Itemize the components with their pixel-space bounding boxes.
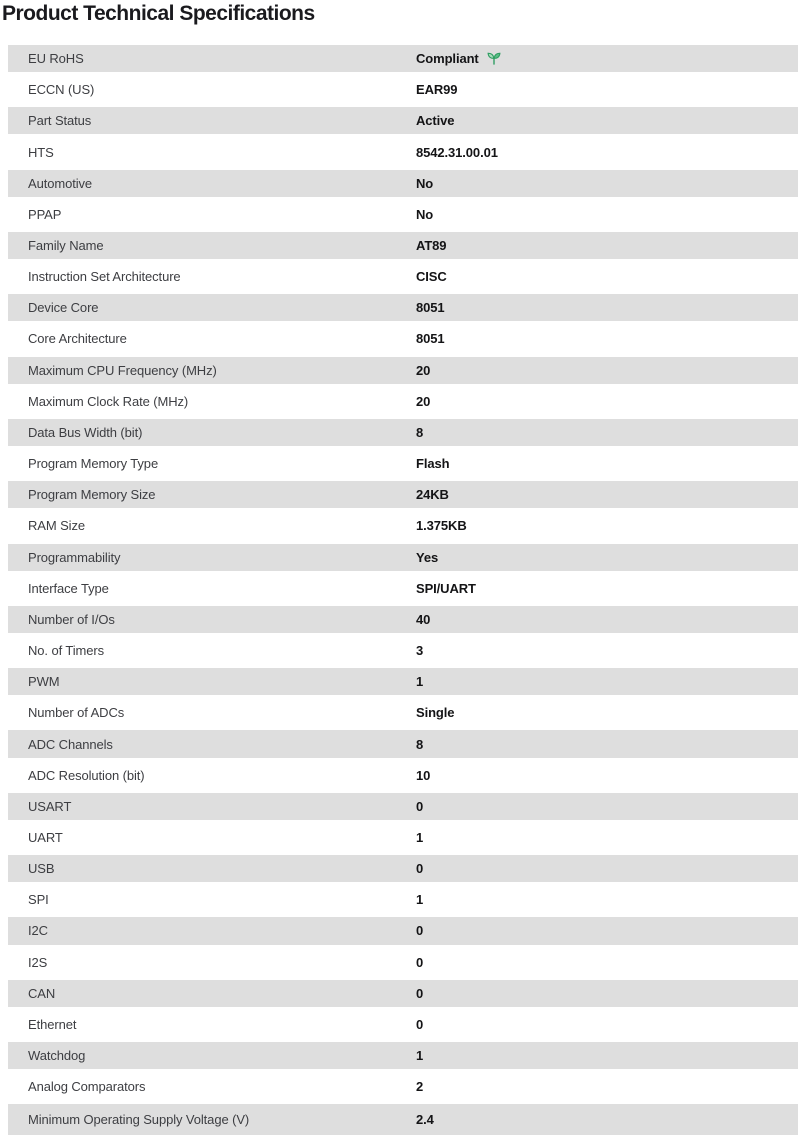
- spec-label: Family Name: [28, 238, 104, 254]
- spec-value: [416, 830, 423, 845]
- spec-value: [416, 176, 433, 191]
- spec-label: Core Architecture: [28, 331, 127, 347]
- spec-value-text: 1: [416, 674, 424, 690]
- spec-row: [8, 107, 798, 138]
- spec-row: [8, 544, 798, 575]
- spec-value-text: 1: [416, 829, 424, 845]
- spec-row: [8, 76, 798, 107]
- spec-value: [416, 550, 438, 565]
- spec-value: [416, 768, 430, 783]
- spec-value: [416, 331, 445, 346]
- spec-value: [416, 82, 457, 97]
- spec-label: USB: [28, 861, 55, 877]
- spec-value: [416, 425, 423, 440]
- spec-value-text: 0: [416, 861, 424, 877]
- spec-label: Program Memory Size: [28, 487, 156, 503]
- spec-row: [8, 1042, 798, 1073]
- spec-label: Automotive: [28, 175, 93, 191]
- spec-row: [8, 232, 798, 263]
- spec-value: [416, 1017, 423, 1032]
- page-header: [0, 0, 798, 45]
- spec-value: [416, 113, 454, 128]
- spec-row: [8, 357, 798, 388]
- spec-value: [416, 207, 433, 222]
- rohs-compliant-leaf-icon[interactable]: [486, 51, 502, 66]
- spec-row: [8, 637, 798, 668]
- spec-value-text: No: [416, 206, 434, 222]
- spec-label: UART: [28, 829, 63, 845]
- spec-value-text: 1.375KB: [416, 518, 467, 534]
- spec-value-text: Flash: [416, 456, 450, 472]
- spec-row: [8, 450, 798, 481]
- spec-label: Maximum CPU Frequency (MHz): [28, 362, 217, 378]
- spec-row: [8, 855, 798, 886]
- spec-label: EU RoHS: [28, 51, 84, 67]
- spec-row: [8, 481, 798, 512]
- spec-value-text: Compliant: [416, 51, 479, 67]
- spec-label: Part Status: [28, 113, 92, 129]
- spec-row: [8, 138, 798, 169]
- spec-row: [8, 730, 798, 761]
- spec-row: [8, 762, 798, 793]
- spec-label: Minimum Operating Supply Voltage (V): [28, 1112, 250, 1128]
- spec-value-text: 8: [416, 424, 424, 440]
- spec-value: [416, 955, 423, 970]
- spec-value: [416, 487, 449, 502]
- spec-label: HTS: [28, 144, 54, 160]
- spec-value: [416, 581, 476, 596]
- spec-row: [8, 1104, 798, 1135]
- spec-label: ADC Channels: [28, 736, 113, 752]
- spec-label: Interface Type: [28, 580, 109, 596]
- spec-label: SPI: [28, 892, 49, 908]
- spec-value-text: Yes: [416, 549, 439, 565]
- spec-label: I2C: [28, 923, 48, 939]
- spec-value-text: 8542.31.00.01: [416, 144, 498, 160]
- spec-row: [8, 294, 798, 325]
- spec-value-text: EAR99: [416, 82, 458, 98]
- spec-value-text: No: [416, 175, 434, 191]
- spec-label: Watchdog: [28, 1048, 86, 1064]
- spec-value-text: 20: [416, 362, 431, 378]
- spec-value-text: CISC: [416, 269, 447, 285]
- spec-row: [8, 575, 798, 606]
- spec-value: [416, 269, 447, 284]
- spec-value: [416, 861, 423, 876]
- spec-label: ECCN (US): [28, 82, 95, 98]
- spec-value: [416, 1079, 423, 1094]
- spec-label: Maximum Clock Rate (MHz): [28, 393, 189, 409]
- spec-value: [416, 363, 430, 378]
- spec-row: [8, 1073, 798, 1104]
- spec-value: [416, 518, 467, 533]
- spec-value: [416, 238, 446, 253]
- spec-value: [416, 300, 445, 315]
- spec-row: [8, 419, 798, 450]
- spec-label: RAM Size: [28, 518, 85, 534]
- spec-value-text: Single: [416, 705, 455, 721]
- spec-value-text: AT89: [416, 238, 447, 254]
- spec-value: [416, 643, 423, 658]
- spec-label: Instruction Set Architecture: [28, 269, 181, 285]
- spec-value: [416, 923, 423, 938]
- spec-label: Data Bus Width (bit): [28, 424, 143, 440]
- spec-value: [416, 394, 430, 409]
- spec-value: [416, 892, 423, 907]
- spec-value-text: 8051: [416, 331, 445, 347]
- spec-label: PWM: [28, 674, 60, 690]
- spec-row: [8, 886, 798, 917]
- spec-value-text: 20: [416, 393, 431, 409]
- spec-row: [8, 980, 798, 1011]
- spec-value-text: 3: [416, 643, 424, 659]
- spec-row: [8, 1011, 798, 1042]
- spec-value-text: 10: [416, 767, 431, 783]
- spec-row: [8, 170, 798, 201]
- spec-value: [416, 1048, 423, 1063]
- spec-label: Program Memory Type: [28, 456, 159, 472]
- spec-value-text: 2.4: [416, 1112, 434, 1128]
- spec-row: [8, 699, 798, 730]
- spec-row: [8, 793, 798, 824]
- spec-value-text: 1: [416, 1048, 424, 1064]
- spec-value-text: 2: [416, 1079, 424, 1095]
- spec-value-text: Active: [416, 113, 455, 129]
- spec-label: Programmability: [28, 549, 121, 565]
- spec-label: Analog Comparators: [28, 1079, 146, 1095]
- spec-label: ADC Resolution (bit): [28, 767, 145, 783]
- spec-label: Ethernet: [28, 1016, 77, 1032]
- spec-label: Number of I/Os: [28, 611, 115, 627]
- spec-value-text: 0: [416, 798, 424, 814]
- spec-value-text: 0: [416, 1016, 424, 1032]
- spec-row: [8, 917, 798, 948]
- spec-value: [416, 51, 502, 66]
- spec-value: [416, 799, 423, 814]
- spec-value-text: SPI/UART: [416, 580, 476, 596]
- spec-value: [416, 1112, 434, 1127]
- spec-value-text: 8051: [416, 300, 445, 316]
- spec-row: [8, 388, 798, 419]
- spec-label: Device Core: [28, 300, 99, 316]
- spec-label: PPAP: [28, 206, 62, 222]
- spec-label: CAN: [28, 985, 56, 1001]
- spec-value-text: 40: [416, 611, 431, 627]
- spec-table: [8, 45, 798, 1135]
- spec-row: [8, 325, 798, 356]
- page-title: Product Technical Specifications: [2, 2, 315, 25]
- spec-value: [416, 674, 423, 689]
- spec-row: [8, 201, 798, 232]
- spec-value: [416, 986, 423, 1001]
- spec-row: [8, 824, 798, 855]
- spec-value-text: 24KB: [416, 487, 449, 503]
- spec-label: Number of ADCs: [28, 705, 125, 721]
- spec-row: [8, 263, 798, 294]
- spec-value-text: 0: [416, 985, 424, 1001]
- spec-value: [416, 705, 454, 720]
- spec-value-text: 1: [416, 892, 424, 908]
- spec-label: No. of Timers: [28, 643, 104, 659]
- spec-value: [416, 145, 498, 160]
- spec-value: [416, 456, 449, 471]
- spec-value-text: 8: [416, 736, 424, 752]
- spec-value-text: 0: [416, 923, 424, 939]
- spec-value: [416, 737, 423, 752]
- spec-label: USART: [28, 798, 72, 814]
- spec-row: [8, 512, 798, 543]
- spec-row: [8, 668, 798, 699]
- spec-row: [8, 45, 798, 76]
- spec-label: I2S: [28, 954, 48, 970]
- spec-value: [416, 612, 430, 627]
- spec-row: [8, 949, 798, 980]
- spec-value-text: 0: [416, 954, 424, 970]
- spec-row: [8, 606, 798, 637]
